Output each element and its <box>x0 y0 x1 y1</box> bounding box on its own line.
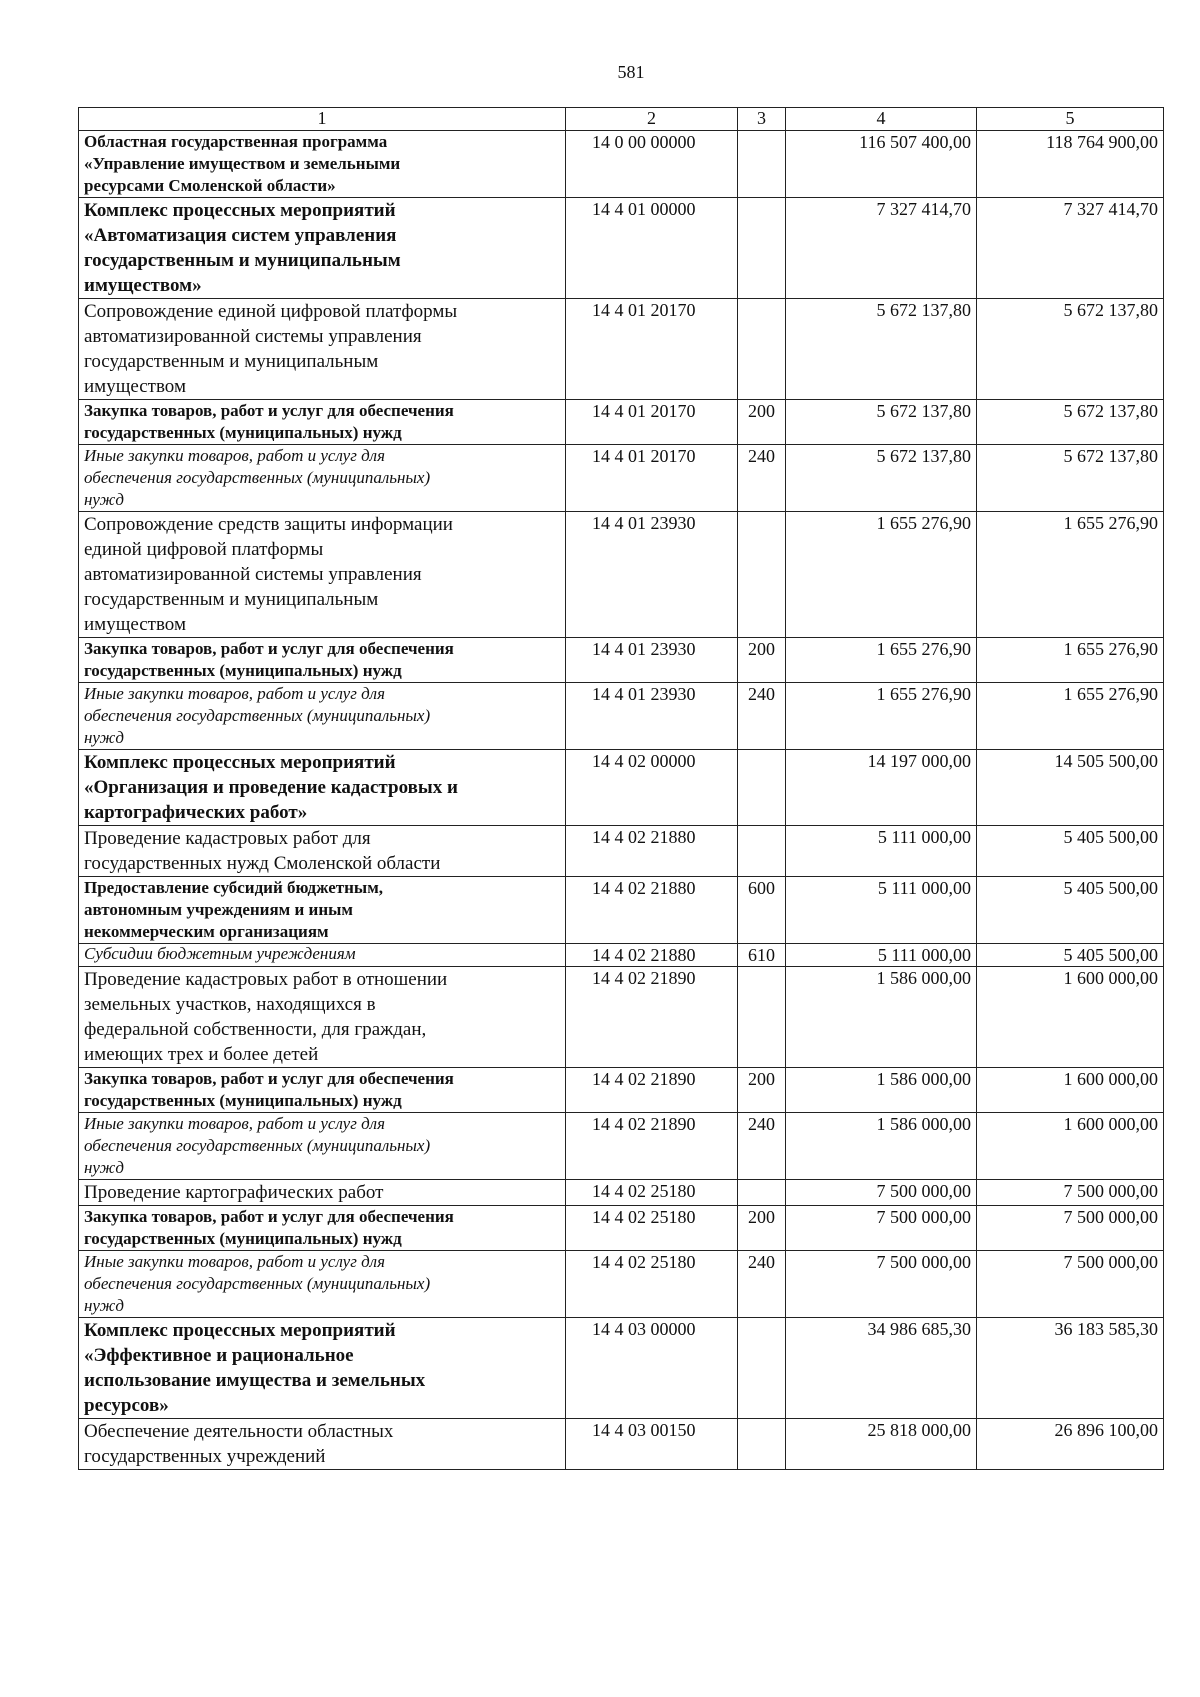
row-name-line: Иные закупки товаров, работ и услуг для <box>84 684 385 703</box>
row-name-line: Сопровождение единой цифровой платформы <box>84 301 458 322</box>
row-code-cell: 14 4 02 21890 <box>566 1113 738 1180</box>
row-amount-year1-cell: 34 986 685,30 <box>786 1318 977 1419</box>
row-expense-type-cell: 610 <box>738 944 786 967</box>
row-amount-year2-cell: 7 500 000,00 <box>977 1180 1164 1206</box>
row-name-line: «Управление имуществом и земельными <box>84 154 401 173</box>
row-expense-type-cell <box>738 967 786 1068</box>
row-name-cell <box>79 1318 566 1419</box>
row-name-line: обеспечения государственных (муниципальных) <box>84 1136 431 1155</box>
row-amount-year1-cell: 7 327 414,70 <box>786 198 977 299</box>
row-amount-year2-cell: 1 655 276,90 <box>977 512 1164 638</box>
row-amount-year2-cell: 26 896 100,00 <box>977 1419 1164 1470</box>
row-name-line: Предоставление субсидий бюджетным, <box>84 878 384 897</box>
row-amount-year1-cell: 116 507 400,00 <box>786 131 977 198</box>
row-expense-type-cell <box>738 750 786 826</box>
row-name-line: Иные закупки товаров, работ и услуг для <box>84 1252 385 1271</box>
row-name-cell <box>79 967 566 1068</box>
row-expense-type-cell: 200 <box>738 638 786 683</box>
row-name-line: нужд <box>84 1296 124 1315</box>
row-name-line: Сопровождение средств защиты информации <box>84 514 453 535</box>
row-expense-type-cell <box>738 198 786 299</box>
table-header-row <box>79 108 1164 131</box>
row-name-line: Комплекс процессных мероприятий <box>84 200 396 221</box>
row-name-line: автоматизированной системы управления <box>84 326 422 347</box>
table-row <box>79 131 1164 198</box>
row-name-line: Иные закупки товаров, работ и услуг для <box>84 1114 385 1133</box>
row-name-line: «Автоматизация систем управления <box>84 225 397 246</box>
table-row <box>79 1113 1164 1180</box>
row-expense-type-cell: 200 <box>738 1068 786 1113</box>
row-name-line: Субсидии бюджетным учреждениям <box>84 944 356 963</box>
row-code-cell: 14 4 01 23930 <box>566 512 738 638</box>
table-row <box>79 1206 1164 1251</box>
column-header: 4 <box>786 108 977 131</box>
table-row <box>79 1318 1164 1419</box>
row-amount-year2-cell: 5 405 500,00 <box>977 877 1164 944</box>
row-code-cell: 14 4 03 00150 <box>566 1419 738 1470</box>
row-name-line: некоммерческим организациям <box>84 922 329 941</box>
row-name-line: федеральной собственности, для граждан, <box>84 1019 427 1040</box>
row-name-cell <box>79 1419 566 1470</box>
row-expense-type-cell <box>738 1419 786 1470</box>
row-code-cell: 14 4 02 00000 <box>566 750 738 826</box>
row-name-cell <box>79 826 566 877</box>
row-amount-year2-cell: 1 600 000,00 <box>977 967 1164 1068</box>
row-code-cell: 14 4 01 20170 <box>566 299 738 400</box>
row-code-cell: 14 4 02 21880 <box>566 877 738 944</box>
row-name-line: Проведение картографических работ <box>84 1182 384 1203</box>
row-name-cell <box>79 512 566 638</box>
row-amount-year1-cell: 1 655 276,90 <box>786 683 977 750</box>
row-code-cell: 14 4 01 23930 <box>566 683 738 750</box>
row-name-cell <box>79 131 566 198</box>
row-amount-year1-cell: 14 197 000,00 <box>786 750 977 826</box>
row-amount-year2-cell: 1 655 276,90 <box>977 683 1164 750</box>
table-row <box>79 1251 1164 1318</box>
row-name-cell <box>79 1206 566 1251</box>
row-name-line: имеющих трех и более детей <box>84 1044 319 1065</box>
row-name-line: автоматизированной системы управления <box>84 564 422 585</box>
row-amount-year2-cell: 5 672 137,80 <box>977 299 1164 400</box>
row-amount-year2-cell: 7 327 414,70 <box>977 198 1164 299</box>
table-row <box>79 1419 1164 1470</box>
table-row <box>79 400 1164 445</box>
row-name-line: использование имущества и земельных <box>84 1370 426 1391</box>
row-name-cell <box>79 683 566 750</box>
row-amount-year1-cell: 5 111 000,00 <box>786 944 977 967</box>
row-expense-type-cell <box>738 299 786 400</box>
row-name-line: ресурсами Смоленской области» <box>84 176 336 195</box>
column-header: 3 <box>738 108 786 131</box>
row-name-cell <box>79 638 566 683</box>
row-name-line: Иные закупки товаров, работ и услуг для <box>84 446 385 465</box>
row-amount-year1-cell: 5 111 000,00 <box>786 877 977 944</box>
row-code-cell: 14 4 02 21890 <box>566 1068 738 1113</box>
row-name-line: «Организация и проведение кадастровых и <box>84 777 458 798</box>
table-row <box>79 445 1164 512</box>
row-amount-year2-cell: 5 672 137,80 <box>977 445 1164 512</box>
row-name-cell <box>79 299 566 400</box>
table-row <box>79 299 1164 400</box>
row-name-cell <box>79 1113 566 1180</box>
row-expense-type-cell: 200 <box>738 400 786 445</box>
row-name-cell <box>79 400 566 445</box>
table-row <box>79 750 1164 826</box>
table-row <box>79 638 1164 683</box>
table-row <box>79 967 1164 1068</box>
table-row <box>79 512 1164 638</box>
row-name-line: государственных (муниципальных) нужд <box>84 1229 402 1248</box>
row-expense-type-cell: 240 <box>738 683 786 750</box>
row-name-line: государственных (муниципальных) нужд <box>84 423 402 442</box>
row-name-line: обеспечения государственных (муниципальных) <box>84 706 431 725</box>
row-name-line: имуществом» <box>84 275 202 296</box>
row-code-cell: 14 0 00 00000 <box>566 131 738 198</box>
row-amount-year2-cell: 1 655 276,90 <box>977 638 1164 683</box>
row-name-line: государственных (муниципальных) нужд <box>84 1091 402 1110</box>
row-amount-year1-cell: 1 586 000,00 <box>786 967 977 1068</box>
row-name-line: государственным и муниципальным <box>84 351 379 372</box>
row-name-line: ресурсов» <box>84 1395 169 1416</box>
row-name-line: обеспечения государственных (муниципальных) <box>84 1274 431 1293</box>
row-amount-year1-cell: 1 586 000,00 <box>786 1068 977 1113</box>
row-amount-year1-cell: 5 672 137,80 <box>786 299 977 400</box>
row-amount-year1-cell: 5 111 000,00 <box>786 826 977 877</box>
row-name-line: нужд <box>84 490 124 509</box>
row-amount-year2-cell: 5 672 137,80 <box>977 400 1164 445</box>
row-code-cell: 14 4 01 00000 <box>566 198 738 299</box>
row-name-line: Обеспечение деятельности областных <box>84 1421 394 1442</box>
row-amount-year2-cell: 7 500 000,00 <box>977 1206 1164 1251</box>
row-code-cell: 14 4 02 21890 <box>566 967 738 1068</box>
row-name-line: Комплекс процессных мероприятий <box>84 1320 396 1341</box>
row-name-cell <box>79 198 566 299</box>
row-amount-year1-cell: 7 500 000,00 <box>786 1251 977 1318</box>
row-amount-year2-cell: 7 500 000,00 <box>977 1251 1164 1318</box>
column-header: 5 <box>977 108 1164 131</box>
table-row <box>79 877 1164 944</box>
row-amount-year2-cell: 14 505 500,00 <box>977 750 1164 826</box>
row-name-line: государственных нужд Смоленской области <box>84 853 441 874</box>
row-expense-type-cell: 600 <box>738 877 786 944</box>
page-number: 581 <box>617 62 645 82</box>
row-amount-year2-cell: 1 600 000,00 <box>977 1113 1164 1180</box>
row-code-cell: 14 4 02 21880 <box>566 944 738 967</box>
row-code-cell: 14 4 02 25180 <box>566 1206 738 1251</box>
row-expense-type-cell: 200 <box>738 1206 786 1251</box>
row-code-cell: 14 4 02 25180 <box>566 1251 738 1318</box>
row-expense-type-cell: 240 <box>738 445 786 512</box>
row-amount-year2-cell: 118 764 900,00 <box>977 131 1164 198</box>
row-name-line: имуществом <box>84 376 186 397</box>
row-amount-year1-cell: 1 655 276,90 <box>786 638 977 683</box>
row-amount-year1-cell: 5 672 137,80 <box>786 400 977 445</box>
row-amount-year1-cell: 1 655 276,90 <box>786 512 977 638</box>
row-name-line: Закупка товаров, работ и услуг для обеспечения <box>84 1207 454 1226</box>
row-amount-year1-cell: 7 500 000,00 <box>786 1180 977 1206</box>
row-code-cell: 14 4 02 25180 <box>566 1180 738 1206</box>
row-name-cell <box>79 750 566 826</box>
row-amount-year2-cell: 1 600 000,00 <box>977 1068 1164 1113</box>
row-name-line: нужд <box>84 728 124 747</box>
column-header: 1 <box>79 108 566 131</box>
row-name-line: земельных участков, находящихся в <box>84 994 376 1015</box>
row-amount-year1-cell: 5 672 137,80 <box>786 445 977 512</box>
row-expense-type-cell <box>738 512 786 638</box>
table-row <box>79 198 1164 299</box>
row-amount-year2-cell: 5 405 500,00 <box>977 826 1164 877</box>
row-name-line: нужд <box>84 1158 124 1177</box>
table-body <box>79 131 1164 1470</box>
budget-table <box>78 107 1164 1470</box>
row-name-line: государственных учреждений <box>84 1446 326 1467</box>
row-name-line: имуществом <box>84 614 186 635</box>
table-row <box>79 826 1164 877</box>
row-expense-type-cell <box>738 1180 786 1206</box>
row-name-cell <box>79 1180 566 1206</box>
row-amount-year1-cell: 25 818 000,00 <box>786 1419 977 1470</box>
row-amount-year1-cell: 1 586 000,00 <box>786 1113 977 1180</box>
row-name-cell <box>79 445 566 512</box>
row-name-line: автономным учреждениям и иным <box>84 900 353 919</box>
row-amount-year1-cell: 7 500 000,00 <box>786 1206 977 1251</box>
row-name-line: «Эффективное и рациональное <box>84 1345 354 1366</box>
row-name-line: Проведение кадастровых работ в отношении <box>84 969 448 990</box>
column-header: 2 <box>566 108 738 131</box>
row-name-cell <box>79 1068 566 1113</box>
row-expense-type-cell <box>738 131 786 198</box>
row-name-line: Закупка товаров, работ и услуг для обеспечения <box>84 401 454 420</box>
table-row <box>79 1068 1164 1113</box>
row-name-line: картографических работ» <box>84 802 308 823</box>
row-code-cell: 14 4 01 20170 <box>566 445 738 512</box>
row-code-cell: 14 4 01 20170 <box>566 400 738 445</box>
row-code-cell: 14 4 03 00000 <box>566 1318 738 1419</box>
row-name-line: государственным и муниципальным <box>84 589 379 610</box>
row-amount-year2-cell: 5 405 500,00 <box>977 944 1164 967</box>
row-name-cell <box>79 877 566 944</box>
row-name-cell <box>79 1251 566 1318</box>
table-row <box>79 683 1164 750</box>
row-name-line: государственным и муниципальным <box>84 250 401 271</box>
row-expense-type-cell <box>738 826 786 877</box>
row-name-line: Областная государственная программа <box>84 132 388 151</box>
table-row <box>79 944 1164 967</box>
row-name-cell <box>79 944 566 967</box>
row-name-line: Закупка товаров, работ и услуг для обеспечения <box>84 639 454 658</box>
row-code-cell: 14 4 02 21880 <box>566 826 738 877</box>
table-row <box>79 1180 1164 1206</box>
row-name-line: Комплекс процессных мероприятий <box>84 752 396 773</box>
row-expense-type-cell: 240 <box>738 1113 786 1180</box>
row-expense-type-cell <box>738 1318 786 1419</box>
row-name-line: единой цифровой платформы <box>84 539 324 560</box>
row-code-cell: 14 4 01 23930 <box>566 638 738 683</box>
row-name-line: государственных (муниципальных) нужд <box>84 661 402 680</box>
row-amount-year2-cell: 36 183 585,30 <box>977 1318 1164 1419</box>
row-name-line: Закупка товаров, работ и услуг для обеспечения <box>84 1069 454 1088</box>
row-name-line: Проведение кадастровых работ для <box>84 828 371 849</box>
row-expense-type-cell: 240 <box>738 1251 786 1318</box>
row-name-line: обеспечения государственных (муниципальных) <box>84 468 431 487</box>
